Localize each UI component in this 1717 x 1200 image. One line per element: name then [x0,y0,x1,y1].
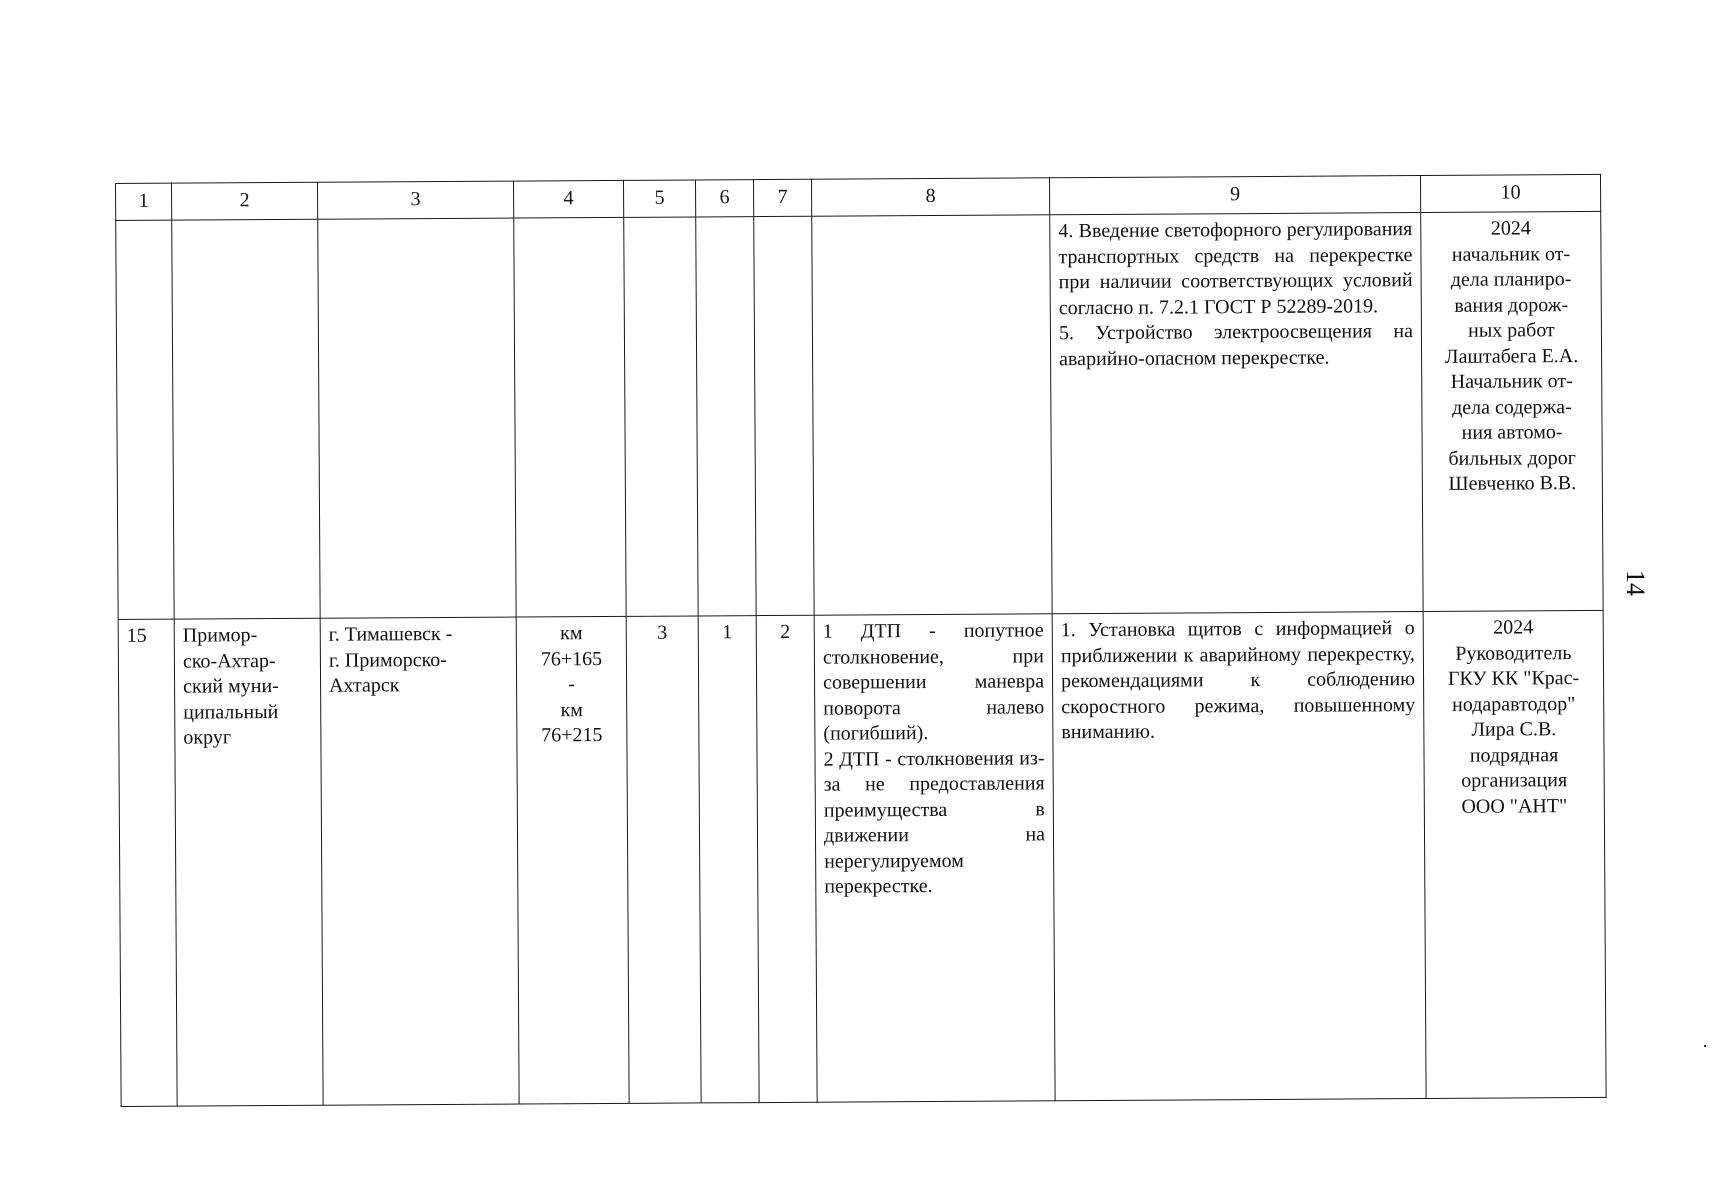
cell-col5: 3 [626,616,701,1103]
cell-measures: 1. Установка щитов с информацией о приближении к аварийному перекрестку, рекомендациями к соблюдению скоростного режима, повышенному вниманию. [1052,612,1426,1101]
scan-speck [1704,1045,1706,1047]
col-header-7: 7 [753,179,811,216]
cell-road: г. Тимашевск - г. Приморско- Ахтарск [320,617,519,1105]
cell-accidents: 1 ДТП - попутное столкновение, при совершении маневра поворота налево (погибший). 2 ДТП - столкновения из-за не предоставления преимущества в движении на нерегулируемом перекрестке. [814,614,1055,1102]
cell-km [514,217,626,617]
cell-accidents [812,215,1052,615]
col-header-8: 8 [811,178,1049,216]
col-header-1: 1 [116,183,172,220]
col-header-4: 4 [513,180,623,218]
cell-col6: 1 [698,616,759,1103]
page-number: 14 [1621,570,1650,596]
cell-responsible: 2024 Руководитель ГКУ КК "Крас- нодаравтодор" Лира С.В. подрядная организация ООО "АНТ" [1423,610,1606,1098]
cell-responsible: 2024 начальник от- дела планиро- вания дорож- ных работ Лаштабега Е.А. Начальник от- дела содержа- ния автомо- бильных дорог Шевченко В.В. [1421,211,1603,611]
col-header-10: 10 [1420,174,1600,212]
cell-col7 [754,216,814,615]
cell-number [116,220,174,619]
cell-col7: 2 [756,615,817,1102]
cell-km: км 76+165 - км 76+215 [516,616,629,1104]
cell-col6 [696,217,756,616]
cell-municipality [172,219,320,619]
col-header-9: 9 [1049,176,1420,215]
data-table [115,174,1607,1107]
table-row [118,610,1606,1106]
col-header-2: 2 [172,182,318,220]
cell-col5 [624,217,698,616]
table-row [116,211,1603,619]
cell-measures: 4. Введение светофорного регулирования транспортных средств на перекрестке при наличии соответствующих условий согласно п. 7.2.1 ГОСТ Р 52289-2019. 5. Устройство электроосвещения на аварийно-опасном перекрестке. [1050,213,1423,614]
cell-road [318,218,516,618]
col-header-3: 3 [317,181,513,219]
cell-municipality: Примор- ско-Ахтар- ский муни- ципальный округ [174,618,323,1106]
col-header-5: 5 [623,180,695,217]
cell-number: 15 [118,619,177,1106]
col-header-6: 6 [695,180,753,217]
